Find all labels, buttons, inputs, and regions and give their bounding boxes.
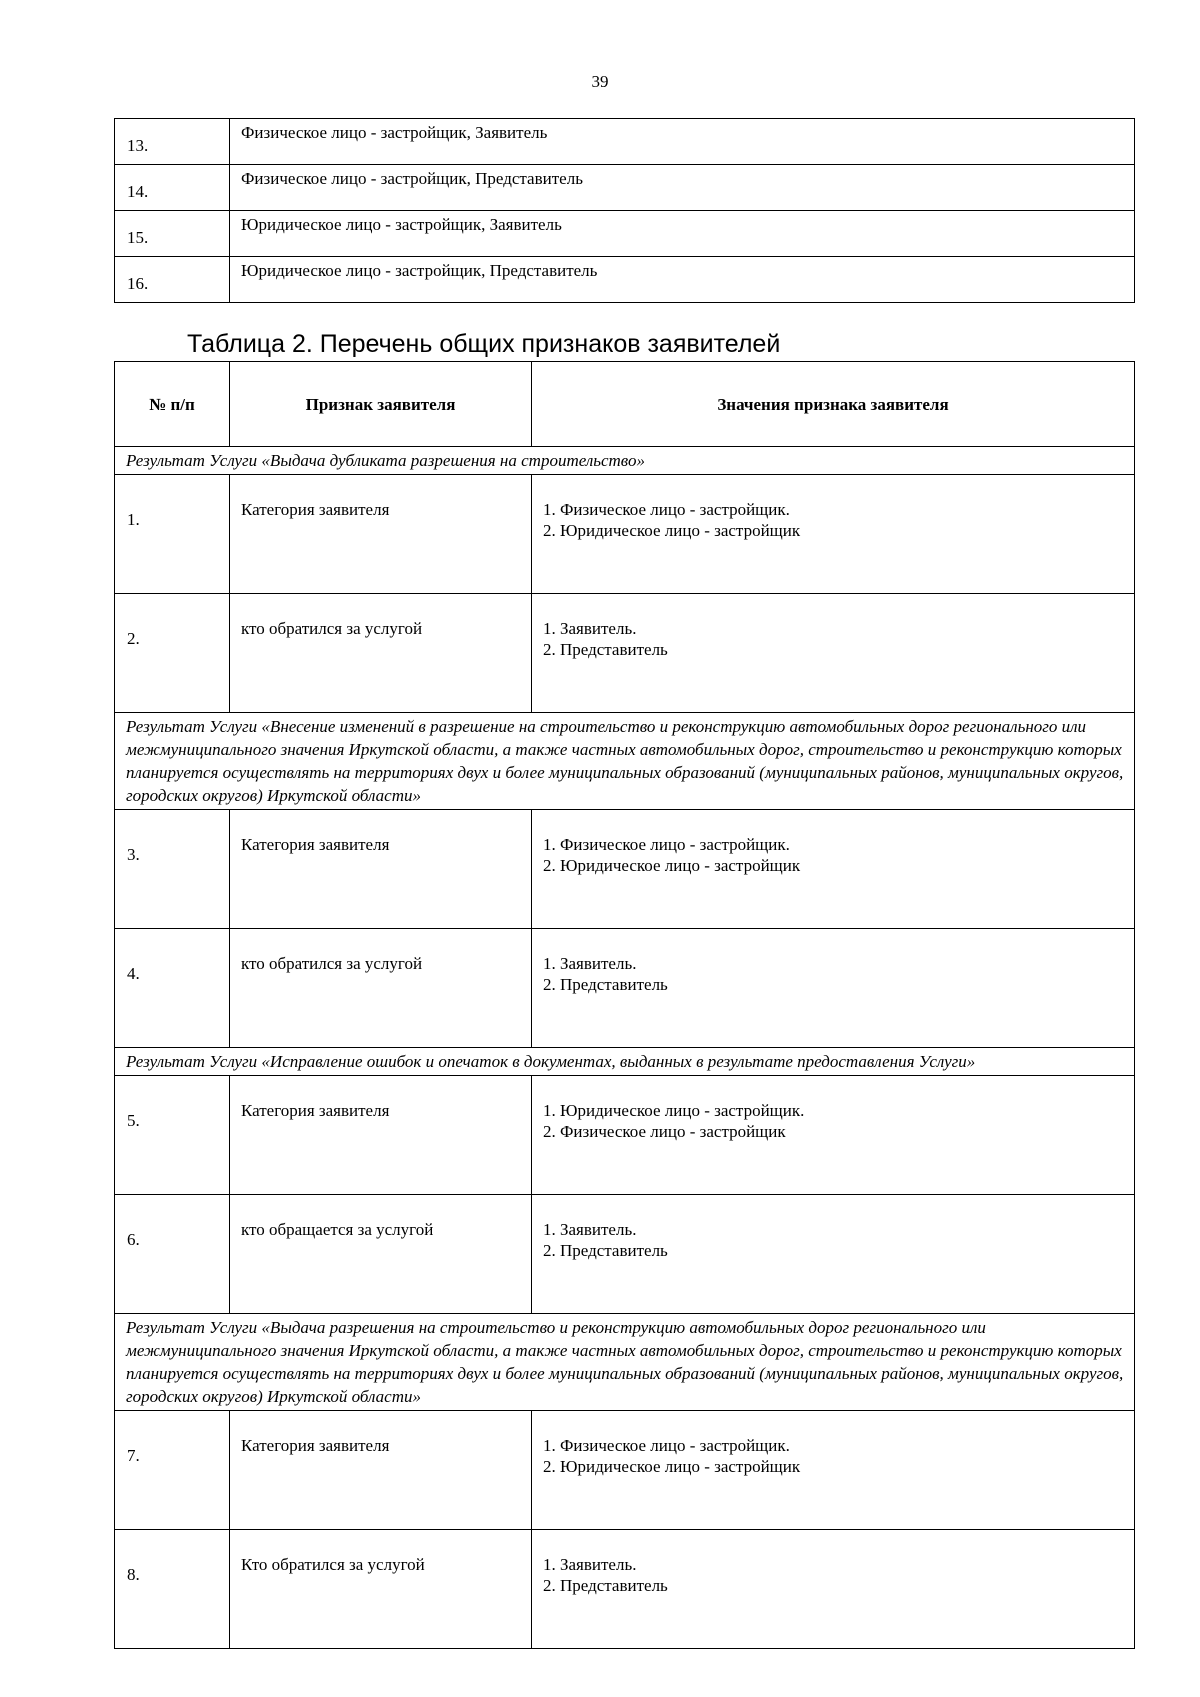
header-attribute: Признак заявителя: [230, 362, 532, 447]
table-row: [115, 594, 1135, 713]
value-line: 1. Заявитель.: [543, 954, 637, 973]
row-number: 5.: [115, 1076, 230, 1195]
row-number: 1.: [115, 475, 230, 594]
header-values: Значения признака заявителя: [532, 362, 1135, 447]
section-title: Результат Услуги «Выдача разрешения на строительство и реконструкцию автомобильных дорог регионального или межмуниципального значения Иркутской области, а также частных автомобильных дорог, строительство и реконструкцию которых планируется осуществлять на территориях двух и более муниципальных образований (муниципальных районов, муниципальных округов, городских округов) Иркутской области»: [115, 1314, 1135, 1411]
row-number: 13.: [115, 119, 230, 165]
value-line: 1. Физическое лицо - застройщик.: [543, 1436, 790, 1455]
row-text: Физическое лицо - застройщик, Представитель: [230, 165, 1135, 211]
row-attribute: Категория заявителя: [230, 810, 532, 929]
row-number: 3.: [115, 810, 230, 929]
value-line: 2. Представитель: [543, 1241, 668, 1260]
section-title: Результат Услуги «Исправление ошибок и опечаток в документах, выданных в результате предоставления Услуги»: [115, 1048, 1135, 1076]
table-row: [115, 257, 1135, 303]
applicant-variants-table-continued: [114, 118, 1135, 303]
row-values: [532, 1530, 1135, 1649]
row-number: 4.: [115, 929, 230, 1048]
row-attribute: Категория заявителя: [230, 1411, 532, 1530]
table-row: [115, 165, 1135, 211]
row-values: [532, 1411, 1135, 1530]
table-row: [115, 1411, 1135, 1530]
row-values: [532, 810, 1135, 929]
section-row: [115, 713, 1135, 810]
table-row: [115, 1530, 1135, 1649]
row-attribute: Кто обратился за услугой: [230, 1530, 532, 1649]
section-title: Результат Услуги «Выдача дубликата разрешения на строительство»: [115, 447, 1135, 475]
row-text: Юридическое лицо - застройщик, Заявитель: [230, 211, 1135, 257]
table-row: [115, 1076, 1135, 1195]
row-number: 2.: [115, 594, 230, 713]
header-number: № п/п: [115, 362, 230, 447]
row-attribute: кто обратился за услугой: [230, 929, 532, 1048]
row-text: Физическое лицо - застройщик, Заявитель: [230, 119, 1135, 165]
row-text: Юридическое лицо - застройщик, Представитель: [230, 257, 1135, 303]
value-line: 1. Юридическое лицо - застройщик.: [543, 1101, 805, 1120]
table-row: [115, 1195, 1135, 1314]
value-line: 2. Юридическое лицо - застройщик: [543, 856, 801, 875]
value-line: 1. Физическое лицо - застройщик.: [543, 500, 790, 519]
table-row: [115, 929, 1135, 1048]
row-number: 16.: [115, 257, 230, 303]
row-number: 14.: [115, 165, 230, 211]
value-line: 1. Заявитель.: [543, 1220, 637, 1239]
row-values: [532, 475, 1135, 594]
value-line: 2. Физическое лицо - застройщик: [543, 1122, 786, 1141]
table-row: [115, 119, 1135, 165]
row-number: 6.: [115, 1195, 230, 1314]
row-values: [532, 929, 1135, 1048]
value-line: 1. Заявитель.: [543, 1555, 637, 1574]
row-attribute: кто обращается за услугой: [230, 1195, 532, 1314]
row-values: [532, 1195, 1135, 1314]
table-row: [115, 810, 1135, 929]
value-line: 2. Представитель: [543, 640, 668, 659]
value-line: 1. Физическое лицо - застройщик.: [543, 835, 790, 854]
section-row: [115, 447, 1135, 475]
value-line: 2. Представитель: [543, 975, 668, 994]
row-attribute: Категория заявителя: [230, 475, 532, 594]
section-row: [115, 1314, 1135, 1411]
section-title: Результат Услуги «Внесение изменений в разрешение на строительство и реконструкцию автомобильных дорог регионального или межмуниципального значения Иркутской области, а также частных автомобильных дорог, строительство и реконструкцию которых планируется осуществлять на территориях двух и более муниципальных образований (муниципальных районов, муниципальных округов, городских округов) Иркутской области»: [115, 713, 1135, 810]
page-number: 39: [591, 72, 609, 91]
value-line: 2. Представитель: [543, 1576, 668, 1595]
row-number: 8.: [115, 1530, 230, 1649]
row-number: 15.: [115, 211, 230, 257]
table-row: [115, 211, 1135, 257]
applicant-attributes-table: [114, 361, 1135, 1649]
row-values: [532, 1076, 1135, 1195]
value-line: 1. Заявитель.: [543, 619, 637, 638]
table-header-row: [115, 362, 1135, 447]
row-values: [532, 594, 1135, 713]
row-attribute: кто обратился за услугой: [230, 594, 532, 713]
table-caption: Таблица 2. Перечень общих признаков заявителей: [187, 330, 781, 358]
value-line: 2. Юридическое лицо - застройщик: [543, 1457, 801, 1476]
section-row: [115, 1048, 1135, 1076]
value-line: 2. Юридическое лицо - застройщик: [543, 521, 801, 540]
row-attribute: Категория заявителя: [230, 1076, 532, 1195]
row-number: 7.: [115, 1411, 230, 1530]
table-row: [115, 475, 1135, 594]
